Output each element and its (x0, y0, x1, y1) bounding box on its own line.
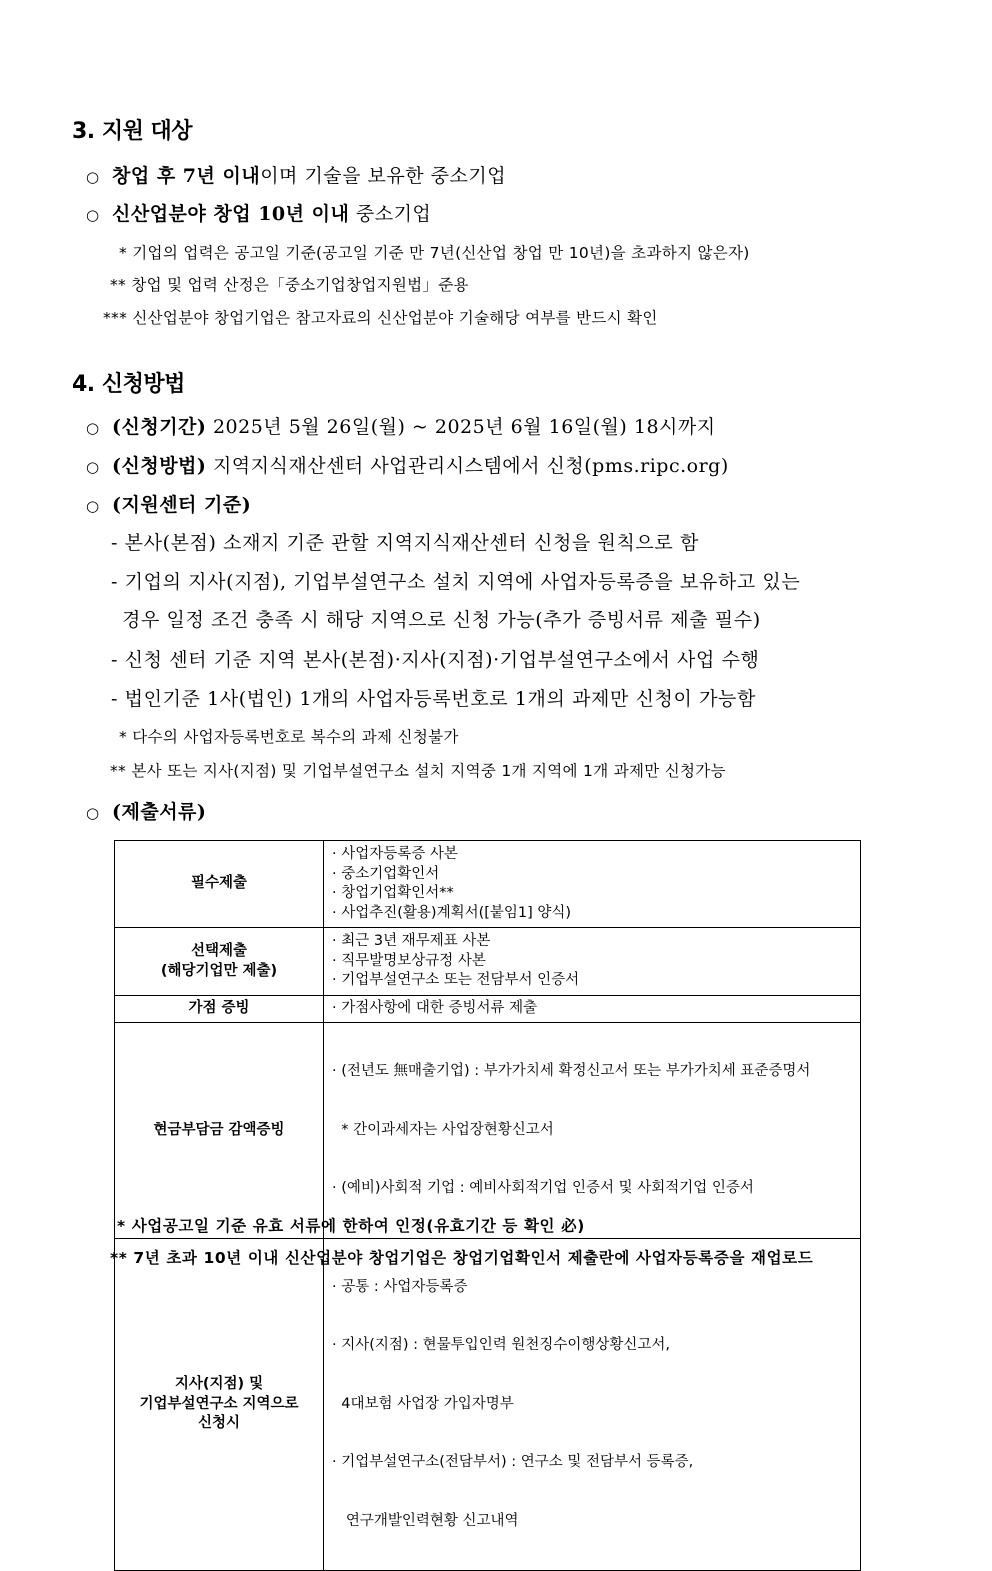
center-rule-2b: 경우 일정 조건 충족 시 해당 지역으로 신청 가능(추가 증빙서류 제출 필수) (122, 609, 761, 631)
apply-method-text: 지역지식재산센터 사업관리시스템에서 신청(pms.ripc.org) (206, 455, 729, 477)
doc-item: · 사업추진(활용)계획서([붙임1] 양식) (332, 904, 572, 921)
row-header-line: 필수제출 (190, 875, 248, 892)
bullet-mark: ○ (86, 804, 100, 822)
eligibility-note-1: * 기업의 업력은 공고일 기준(공고일 기준 만 7년(신산업 창업 만 10년)을 초과하지 않은자) (119, 244, 750, 262)
table-row (115, 928, 861, 996)
row-header-line: 가점 증빙 (188, 1000, 250, 1017)
row-header-line: 선택제출 (190, 943, 248, 959)
doc-item: · 지사(지점) : 현물투입인력 원천징수이행상황신고서, (332, 1337, 670, 1353)
table-row (115, 841, 861, 928)
documents-item (86, 797, 206, 824)
doc-item: · 직무발명보상규정 사본 (332, 952, 486, 969)
eligibility-note-3: *** 신산업분야 창업기업은 참고자료의 신산업분야 기술해당 여부를 반드시 확인 (103, 309, 658, 327)
row-items (324, 1238, 861, 1571)
eligibility-item-2 (86, 199, 431, 226)
row-header-line: 기업부설연구소 지역으로 (139, 1395, 299, 1412)
center-note-2: ** 본사 또는 지사(지점) 및 기업부설연구소 설치 지역중 1개 지역에 1개 과제만 신청가능 (110, 762, 726, 780)
row-header-line: 신청시 (197, 1415, 241, 1431)
doc-item: · 최근 3년 재무제표 사본 (332, 933, 491, 950)
bullet-mark: ○ (86, 419, 100, 437)
doc-item: · 가점사항에 대한 증빙서류 제출 (332, 1000, 538, 1017)
doc-item: · 기업부설연구소(전담부서) : 연구소 및 전담부서 등록증, (332, 1454, 694, 1470)
center-rule-4: - 법인기준 1사(법인) 1개의 사업자등록번호로 1개의 과제만 신청이 가능함 (111, 688, 756, 710)
center-note-1: * 다수의 사업자등록번호로 복수의 과제 신청불가 (119, 728, 459, 746)
eligibility-note-2: ** 창업 및 업력 산정은「중소기업창업지원법」준용 (110, 276, 469, 294)
table-row (115, 996, 861, 1023)
center-criteria-label: (지원센터 기준) (112, 494, 252, 516)
section-4-title: 4. 신청방법 (72, 372, 185, 397)
row-items (324, 841, 861, 928)
table-row (115, 1023, 861, 1239)
bullet-mark: ○ (86, 206, 100, 224)
row-header (115, 996, 324, 1023)
row-header (115, 928, 324, 996)
apply-period-item (86, 412, 716, 439)
doc-item: · (전년도 無매출기업) : 부가가치세 확정신고서 또는 부가가치세 표준증명서 (332, 1063, 811, 1079)
doc-item: 연구개발인력현황 신고내역 (332, 1512, 519, 1529)
row-header (115, 1023, 324, 1239)
row-header (115, 1238, 324, 1571)
documents-table (114, 840, 861, 1571)
row-header (115, 841, 324, 928)
row-items (324, 996, 861, 1023)
row-header-line: 지사(지점) 및 (174, 1376, 264, 1392)
doc-item: · (예비)사회적 기업 : 예비사회적기업 인증서 및 사회적기업 인증서 (332, 1180, 754, 1196)
section-3-title: 3. 지원 대상 (72, 119, 192, 144)
documents-label: (제출서류) (112, 801, 207, 823)
row-items (324, 1023, 861, 1239)
doc-item: · 중소기업확인서 (332, 865, 440, 882)
bullet-mark: ○ (86, 168, 100, 186)
eligibility-item-2-text: 중소기업 (349, 203, 432, 225)
bullet-mark: ○ (86, 458, 100, 476)
row-header-line: (해당기업만 제출) (160, 962, 278, 979)
doc-item: · 창업기업확인서** (332, 885, 454, 901)
bullet-mark: ○ (86, 497, 100, 515)
eligibility-item-1-bold: 창업 후 7년 이내 (112, 165, 261, 187)
row-header-line: 현금부담금 감액증빙 (153, 1121, 285, 1138)
eligibility-item-1-text: 이며 기술을 보유한 중소기업 (260, 165, 507, 187)
apply-method-item (86, 451, 729, 478)
doc-item: · 기업부설연구소 또는 전담부서 인증서 (332, 972, 580, 989)
apply-period-text: 2025년 5월 26일(월) ~ 2025년 6월 16일(월) 18시까지 (206, 416, 716, 438)
center-rule-3: - 신청 센터 기준 지역 본사(본점)·지사(지점)·기업부설연구소에서 사업 수행 (111, 649, 760, 671)
apply-method-label: (신청방법) (112, 455, 207, 477)
table-row (115, 1238, 861, 1571)
doc-item: · 사업자등록증 사본 (332, 846, 458, 862)
eligibility-item-2-bold: 신산업분야 창업 10년 이내 (112, 203, 350, 225)
doc-item: * 간이과세자는 사업장현황신고서 (332, 1121, 554, 1138)
center-rule-2a: - 기업의 지사(지점), 기업부설연구소 설치 지역에 사업자등록증을 보유하고 있는 (111, 571, 801, 593)
doc-item: · 공통 : 사업자등록증 (332, 1278, 468, 1295)
row-items (324, 928, 861, 996)
footnote-1: * 사업공고일 기준 유효 서류에 한하여 인정(유효기간 등 확인 必) (117, 1217, 585, 1235)
eligibility-item-1 (86, 161, 506, 188)
footnote-2: ** 7년 초과 10년 이내 신산업분야 창업기업은 창업기업확인서 제출란에 사업자등록증을 재업로드 (110, 1249, 814, 1267)
center-rule-1: - 본사(본점) 소재지 기준 관할 지역지식재산센터 신청을 원칙으로 함 (111, 532, 699, 554)
doc-item: 4대보험 사업장 가입자명부 (332, 1395, 514, 1412)
center-criteria-item (86, 490, 251, 517)
apply-period-label: (신청기간) (112, 416, 207, 438)
